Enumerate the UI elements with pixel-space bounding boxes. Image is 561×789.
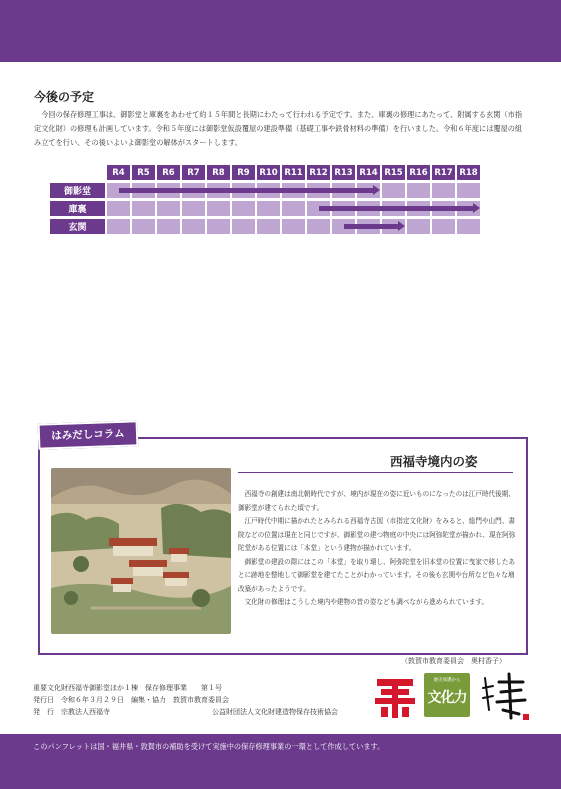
column-title: 西福寺境内の姿 [390, 454, 478, 469]
colophon-line-right [212, 694, 338, 718]
schedule-year-header: R13 [332, 165, 355, 180]
schedule-bar-segment [155, 188, 180, 193]
schedule-year-header: R16 [407, 165, 430, 180]
schedule-cell [357, 183, 380, 198]
schedule-cell [107, 219, 130, 234]
temple-painting [51, 468, 231, 634]
schedule-row-label: 御影堂 [50, 183, 105, 198]
schedule-cell [432, 183, 455, 198]
column-tag: はみだしコラム [38, 420, 139, 449]
schedule-cell [357, 219, 380, 234]
schedule-cell [332, 219, 355, 234]
schedule-year-header: R6 [157, 165, 180, 180]
schedule-cell [182, 183, 205, 198]
schedule-cell [457, 183, 480, 198]
schedule-cell [357, 201, 380, 216]
schedule-cell [232, 183, 255, 198]
schedule-cell [382, 183, 405, 198]
schedule-bar-segment [230, 188, 255, 193]
schedule-year-header: R8 [207, 165, 230, 180]
schedule-cell [407, 219, 430, 234]
colophon-association: 公益財団法人文化財建造物保存技術協会 [212, 708, 338, 716]
schedule-year-header: R18 [457, 165, 480, 180]
section-body: 今回の保存修理工事は、御影堂と庫裏をあわせて約１５年間と長期にわたって行われる予定です。また、庫裏の修理にあたって、附属する玄関（市指定文化財）の修理も計画しています。令和５年度には御影堂仮設覆屋の建設準備（基礎工事や鉄骨材料の準備）を行いました。令和６年度には覆屋の組み立てを行い、その後いよいよ御影堂の解体がスタートします。 [34, 110, 523, 148]
schedule-cell [182, 201, 205, 216]
schedule-bar-segment [130, 188, 155, 193]
schedule-corner [50, 165, 105, 180]
schedule-cell [257, 201, 280, 216]
footer-text: このパンフレットは国・福井県・敦賀市の補助を受けて実施中の保存修理事業の一環として作成しています。 [33, 742, 385, 751]
schedule-cell [132, 201, 155, 216]
section-title: 今後の予定 [34, 90, 95, 104]
schedule-cell [157, 201, 180, 216]
schedule-cell [107, 201, 130, 216]
column-text [238, 488, 516, 610]
bunkaryoku-subtitle: 歴史保護から [433, 678, 461, 683]
column-title-rule [238, 472, 513, 473]
schedule-cell [132, 183, 155, 198]
schedule-cell [282, 183, 305, 198]
colophon [33, 682, 229, 718]
schedule-bar-segment [305, 188, 330, 193]
schedule-bar-segment [330, 206, 355, 211]
schedule-bar-segment [255, 188, 280, 193]
schedule-year-header: R17 [432, 165, 455, 180]
schedule-cell [157, 183, 180, 198]
schedule-cell [207, 183, 230, 198]
colophon-line: 発 行 宗教法人西福寺 [33, 708, 110, 716]
bunkaryoku-title: 文化力 [427, 690, 467, 706]
header-band [0, 0, 561, 62]
schedule-cell [457, 201, 480, 216]
schedule-cell [282, 201, 305, 216]
schedule-cell [432, 201, 455, 216]
schedule-cell [157, 219, 180, 234]
schedule-arrow-icon [373, 185, 380, 195]
column-paragraph: 御影堂の建設の際にはこの「本堂」を取り壊し、阿弥陀堂を旧本堂の位置に曳家で移したあとに跡地を整地して御影堂を建てたことがわかっています。その後も玄関や台所など色々な増改築があったようです。 [238, 557, 515, 593]
schedule-bar-segment [205, 188, 230, 193]
schedule-arrow-icon [473, 203, 480, 213]
schedule-bar-segment [344, 224, 355, 229]
schedule-cell [457, 219, 480, 234]
schedule-cell [407, 201, 430, 216]
schedule-year-header: R15 [382, 165, 405, 180]
schedule-cell [207, 201, 230, 216]
schedule-cell [332, 201, 355, 216]
schedule-row-label: 玄関 [50, 219, 105, 234]
temple-logo [371, 673, 419, 721]
schedule-year-header: R5 [132, 165, 155, 180]
schedule-cell [257, 183, 280, 198]
schedule-row [50, 201, 480, 216]
schedule-bar-segment [180, 188, 205, 193]
colophon-line: 発行日 令和６年３月２９日 編集・協力 敦賀市教育委員会 [33, 696, 229, 704]
schedule-year-header: R4 [107, 165, 130, 180]
schedule-cell [107, 183, 130, 198]
column-paragraph: 江戸時代中期に描かれたとみられる西福寺古図（市指定文化財）をみると、総門や山門、書院などの位置は現在と同じですが、御影堂の建つ物庭の中央には阿弥陀堂が描かれ、現在阿弥陀堂がある位置には「本堂」という建物が描かれています。 [238, 517, 516, 552]
schedule-cell [382, 201, 405, 216]
column-author: （敦賀市教育委員会 奥村香子） [401, 657, 506, 665]
schedule-cell [257, 219, 280, 234]
schedule-cell [407, 183, 430, 198]
schedule-bar-segment [280, 188, 305, 193]
schedule-year-header: R7 [182, 165, 205, 180]
schedule-year-header: R9 [232, 165, 255, 180]
schedule-cell [307, 219, 330, 234]
bunkaryoku-logo [424, 673, 470, 717]
schedule-cell [232, 219, 255, 234]
schedule-bar-segment [330, 188, 355, 193]
schedule-bar-segment [380, 206, 405, 211]
schedule-year-header: R12 [307, 165, 330, 180]
column-paragraph: 西福寺の創建は南北朝時代ですが、境内が現在の姿に近いものになったのは江戸時代後期、御影堂が建てられた頃です。 [238, 490, 515, 512]
schedule-cell [232, 201, 255, 216]
schedule-bar-segment [455, 206, 474, 211]
schedule-year-header: R14 [357, 165, 380, 180]
schedule-bar-segment [355, 206, 380, 211]
schedule-arrow-icon [398, 221, 405, 231]
schedule-cell [282, 219, 305, 234]
schedule-cell [432, 219, 455, 234]
schedule-bar-segment [380, 224, 399, 229]
colophon-line: 重要文化財西福寺御影堂ほか１棟 保存修理事業 第１号 [33, 684, 222, 692]
schedule-cell [332, 183, 355, 198]
schedule-row [50, 219, 480, 234]
schedule-bar-segment [119, 188, 130, 193]
schedule-bar-segment [319, 206, 330, 211]
schedule-cell [132, 219, 155, 234]
schedule-bar-segment [355, 188, 374, 193]
schedule-cell [207, 219, 230, 234]
schedule-year-header: R11 [282, 165, 305, 180]
schedule-cell [307, 201, 330, 216]
schedule-year-header: R10 [257, 165, 280, 180]
schedule-cell [307, 183, 330, 198]
schedule-bar-segment [405, 206, 430, 211]
schedule-bar-segment [355, 224, 380, 229]
schedule-table [48, 162, 482, 237]
column-paragraph: 文化財の修理はこうした境内や建物の昔の姿なども調べながら進められています。 [238, 598, 489, 606]
schedule-cell [182, 219, 205, 234]
schedule-row [50, 183, 480, 198]
calligraphy-logo [479, 670, 535, 726]
schedule-row-label: 庫裏 [50, 201, 105, 216]
schedule-bar-segment [430, 206, 455, 211]
schedule-cell [382, 219, 405, 234]
